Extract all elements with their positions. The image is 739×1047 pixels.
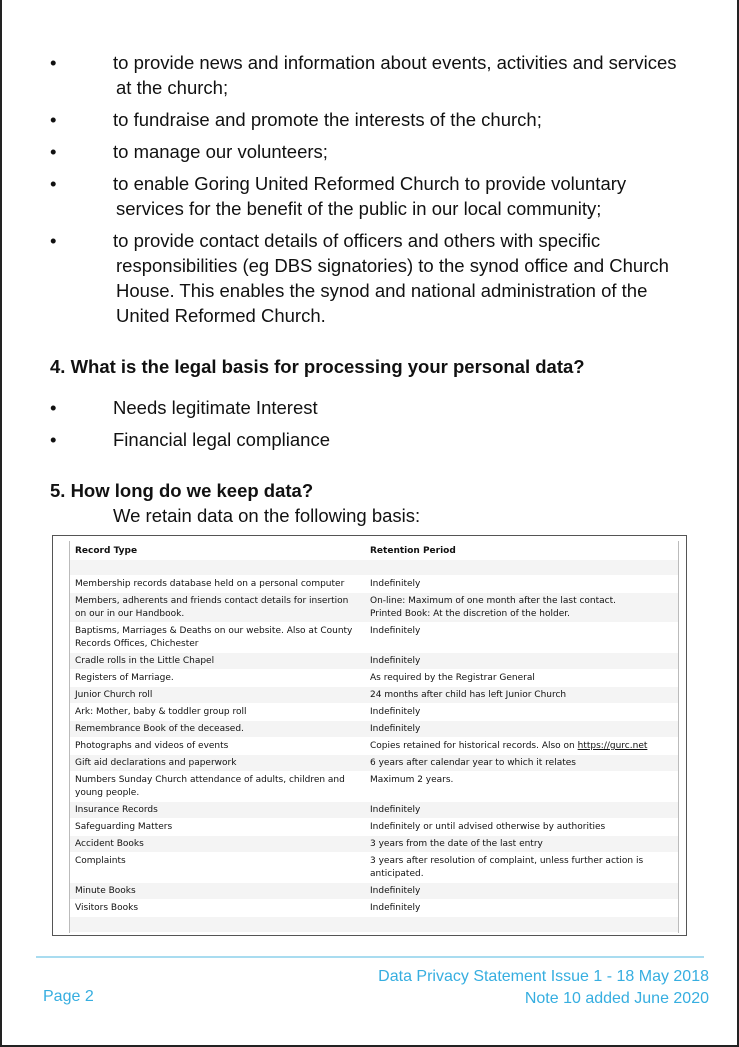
table-spacer-row [70,917,678,933]
retention-table-frame [52,535,687,936]
section-5-heading: 5. How long do we keep data? [50,480,314,501]
bullet-marker: • [50,429,57,450]
record-type-cell: Visitors Books [70,900,365,917]
record-type-cell: Membership records database held on a personal computer [70,576,365,593]
website-link[interactable]: https://gurc.net [577,741,648,751]
bullet-text-cont: United Reformed Church. [116,305,326,326]
list-item [50,228,700,328]
retention-period-print: Printed Book: At the discretion of the holder. [370,609,570,619]
page-border-left [0,0,2,1047]
footer-note: Note 10 added June 2020 [524,990,709,1007]
table-row [70,670,678,687]
footer-divider [36,956,704,958]
retention-period-cell: 3 years after resolution of complaint, unless further action is anticipated. [365,853,678,883]
record-type-cell: Numbers Sunday Church attendance of adults, children and young people. [70,772,365,802]
bullet-text-cont: at the church; [116,77,229,98]
record-type-cell: Baptisms, Marriages & Deaths on our website. Also at County Records Offices, Chichester [70,623,365,653]
footer-page-number: Page 2 [43,988,94,1005]
table-row [70,853,678,883]
retention-period-online: On-line: Maximum of one month after the last contact. [370,596,617,606]
record-type-cell: Members, adherents and friends contact details for insertion on our in our Handbook. [70,593,365,623]
retention-period-cell: Indefinitely [365,653,678,670]
table-row [70,721,678,738]
record-type-cell: Complaints [70,853,365,883]
table-row [70,819,678,836]
purpose-bullet-list [50,50,700,335]
record-type-cell: Photographs and videos of events [70,738,365,755]
bullet-text: to fundraise and promote the interests of the church; [113,109,542,130]
section-4-heading: 4. What is the legal basis for processing your personal data? [50,356,585,377]
table-row [70,653,678,670]
table-row [70,576,678,593]
column-header-record-type: Record Type [70,541,365,560]
table-row [70,900,678,917]
bullet-text-cont: responsibilities (eg DBS signatories) to the synod office and Church [116,255,669,276]
table-row [70,836,678,853]
table-row [70,593,678,623]
retention-table-container [69,541,679,933]
bullet-text-cont: services for the benefit of the public in our local community; [116,198,602,219]
table-row [70,704,678,721]
table-row [70,883,678,900]
table-row [70,772,678,802]
bullet-marker: • [50,397,57,418]
bullet-text: to provide contact details of officers and others with specific [113,230,601,251]
footer-document-info [378,966,709,1010]
list-item [50,395,650,420]
bullet-text: to provide news and information about events, activities and services [113,52,677,73]
retention-table [70,541,678,933]
record-type-cell: Ark: Mother, baby & toddler group roll [70,704,365,721]
retention-period-cell: Indefinitely [365,721,678,738]
list-item [50,171,700,221]
bullet-marker: • [50,173,57,194]
retention-period-cell: Indefinitely [365,883,678,900]
list-item [50,107,700,132]
bullet-text-cont: House. This enables the synod and national administration of the [116,280,648,301]
bullet-marker: • [50,230,57,251]
retention-period-cell: Indefinitely [365,704,678,721]
bullet-marker: • [50,109,57,130]
retention-period-cell: Indefinitely [365,900,678,917]
bullet-text: Needs legitimate Interest [113,397,318,418]
record-type-cell: Junior Church roll [70,687,365,704]
bullet-text: to enable Goring United Reformed Church to provide voluntary [113,173,627,194]
list-item [50,50,700,100]
legal-basis-list [50,395,650,459]
retention-period-cell: Indefinitely [365,576,678,593]
bullet-marker: • [50,141,57,162]
retention-period-cell: As required by the Registrar General [365,670,678,687]
record-type-cell: Accident Books [70,836,365,853]
retention-period-cell [365,593,678,623]
retention-period-text: Copies retained for historical records. Also on [370,741,578,751]
retention-period-cell: Indefinitely or until advised otherwise by authorities [365,819,678,836]
record-type-cell: Safeguarding Matters [70,819,365,836]
table-row [70,802,678,819]
record-type-cell: Remembrance Book of the deceased. [70,721,365,738]
retention-period-cell: Indefinitely [365,623,678,653]
bullet-text: to manage our volunteers; [113,141,328,162]
record-type-cell: Insurance Records [70,802,365,819]
table-row [70,687,678,704]
table-row [70,738,678,755]
list-item [50,139,700,164]
column-header-retention-period: Retention Period [365,541,678,560]
table-spacer-row [70,560,678,576]
bullet-text: Financial legal compliance [113,429,330,450]
list-item [50,427,650,452]
table-header-row [70,541,678,560]
record-type-cell: Minute Books [70,883,365,900]
record-type-cell: Registers of Marriage. [70,670,365,687]
retention-period-cell: 3 years from the date of the last entry [365,836,678,853]
retention-period-cell: 6 years after calendar year to which it relates [365,755,678,772]
retention-period-cell [365,738,678,755]
footer-document-title: Data Privacy Statement Issue 1 - 18 May 2018 [378,968,709,985]
retention-period-cell: 24 months after child has left Junior Church [365,687,678,704]
retention-period-cell: Maximum 2 years. [365,772,678,802]
record-type-cell: Gift aid declarations and paperwork [70,755,365,772]
record-type-cell: Cradle rolls in the Little Chapel [70,653,365,670]
retention-period-cell: Indefinitely [365,802,678,819]
table-row [70,623,678,653]
bullet-marker: • [50,52,57,73]
retention-intro: We retain data on the following basis: [113,505,421,526]
table-row [70,755,678,772]
